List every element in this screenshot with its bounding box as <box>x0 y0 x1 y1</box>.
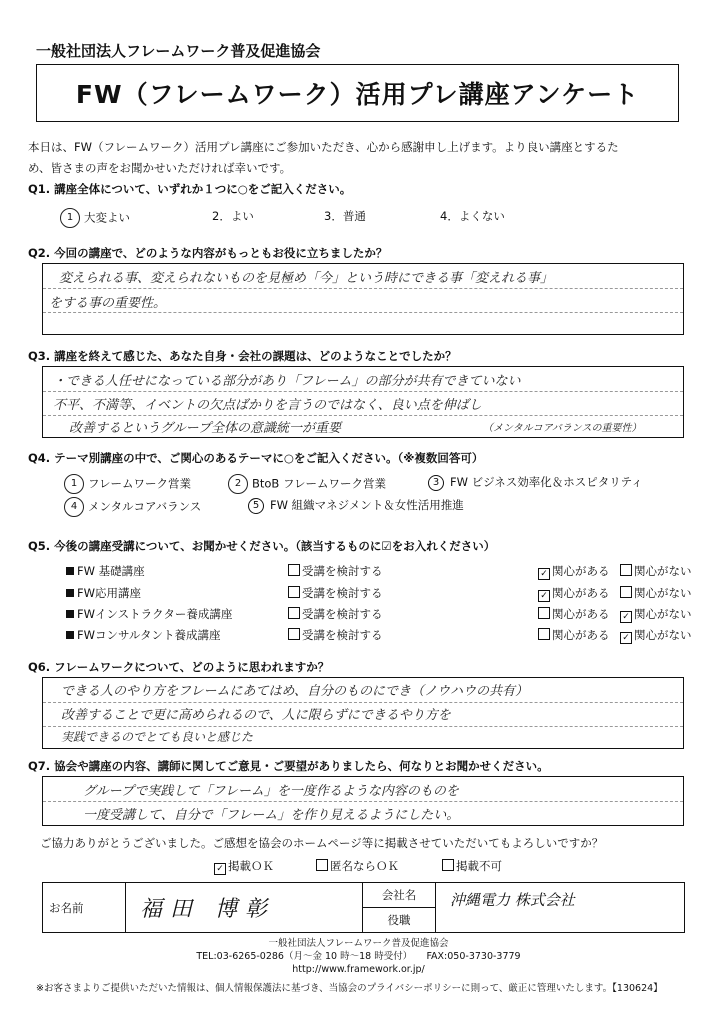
consider-checkbox[interactable] <box>288 627 383 643</box>
selected-circle-mark: 1 <box>64 474 84 494</box>
course-name: FWコンサルタント養成講座 <box>77 628 221 642</box>
q3-answer-line-1: ・できる人任せになっている部分があり「フレーム」の部分が共有できていない <box>53 374 521 389</box>
q4-option-5-text: FW 組織マネジメント＆女性活用推進 <box>270 498 464 512</box>
q6-label: Q6. フレームワークについて、どのように思われますか？ <box>28 660 330 674</box>
q2-label: Q2. 今回の講座で、どのような内容がもっともお役に立ちましたか？ <box>28 246 388 260</box>
intro-line-2: め、皆さまの声をお聞かせいただければ幸いです。 <box>28 161 292 175</box>
q2-answer-line-1: 変えられる事、変えられないものを見極め「今」という時にできる事「変えれる事」 <box>59 271 554 286</box>
respondent-info-table <box>42 882 685 933</box>
q7-answer-box[interactable] <box>42 776 684 826</box>
footer-contact: TEL:03-6265-0286（月～金 10 時～18 時受付） FAX:050-3730-3779 <box>196 951 521 962</box>
checkbox-label: 受講を検討する <box>302 607 383 621</box>
q4-option-3-text: FW ビジネス効率化＆ホスピタリティ <box>450 475 643 489</box>
consider-checkbox[interactable] <box>288 585 383 601</box>
q6-answer-line-2: 改善することで更に高められるので、人に限らずにできるやり方を <box>61 708 451 723</box>
q6-answer-line-3: 実践できるのでとても良いと感じた <box>61 730 254 744</box>
q1-option-4-num: 4 <box>440 209 448 223</box>
bullet-square <box>66 567 74 575</box>
q5-row-advanced <box>66 585 696 603</box>
not-interested-checkbox[interactable] <box>620 563 692 579</box>
consent-ok-checkbox[interactable]: ✓ 掲載ＯＫ <box>214 858 274 875</box>
organization-name: 一般社団法人フレームワーク普及促進協会 <box>36 42 321 60</box>
name-value[interactable]: 福田 博彰 <box>126 883 363 933</box>
q7-label: Q7. 協会や講座の内容、講師に関してご意見・ご要望がありましたら、何なりとお聞かせください。 <box>28 759 549 773</box>
q1-option-3[interactable] <box>324 208 366 224</box>
selected-circle-mark: 1 <box>60 208 80 228</box>
checkbox-label: 受講を検討する <box>302 586 383 600</box>
q1-option-3-num: 3 <box>324 209 332 223</box>
q4-option-1[interactable] <box>66 474 191 494</box>
name-label: お名前 <box>43 883 126 933</box>
q1-option-2-num: 2 <box>212 209 220 223</box>
q7-answer-line-2: 一度受講して、自分で「フレーム」を作り見えるようにしたい。 <box>83 808 460 823</box>
footer-url[interactable]: http://www.framework.or.jp/ <box>292 964 425 975</box>
q5-row-consultant <box>66 627 696 645</box>
footer-org: 一般社団法人フレームワーク普及促進協会 <box>268 938 449 949</box>
q4-label: Q4. テーマ別講座の中で、ご関心のあるテーマに○をご記入ください。（※複数回答可） <box>28 451 484 465</box>
q3-answer-line-3: 改善するというグループ全体の意識統一が重要 <box>69 421 341 436</box>
q1-option-2[interactable] <box>212 208 254 224</box>
privacy-note: ※お客さまよりご提供いただいた情報は、個人情報保護法に基づき、当協会のプライバシーポリシーに則って、厳正に管理いたします。【130624】 <box>36 983 663 994</box>
q5-row-basic <box>66 563 696 581</box>
q4-option-3[interactable] <box>428 474 643 491</box>
checkbox-label: 関心がある <box>552 564 610 578</box>
q1-option-2-text: ．よい <box>219 209 254 223</box>
consent-label: 掲載ＯＫ <box>228 859 274 873</box>
q5-row-instructor <box>66 606 696 624</box>
q2-answer-box[interactable] <box>42 263 684 335</box>
not-interested-checkbox[interactable]: ✓ 関心がない <box>620 627 692 644</box>
option-number-circle: 3 <box>428 475 444 491</box>
checkbox-label: 関心がない <box>634 628 692 642</box>
q2-answer-line-2: をする事の重要性。 <box>49 296 167 311</box>
role-label: 役職 <box>363 908 436 933</box>
not-interested-checkbox[interactable]: ✓ 関心がない <box>620 606 692 623</box>
q1-label: Q1. 講座全体について、いずれか１つに○をご記入ください。 <box>28 182 352 196</box>
company-value[interactable]: 沖縄電力 株式会社 <box>436 883 685 933</box>
not-interested-checkbox[interactable] <box>620 585 692 601</box>
q3-answer-line-2: 不平、不満等、イベントの欠点ばかりを言うのではなく、良い点を伸ばし <box>53 398 482 413</box>
checkbox-label: 関心がある <box>552 628 610 642</box>
bullet-square <box>66 589 74 597</box>
course-name: FW 基礎講座 <box>77 564 145 578</box>
checkbox-label: 関心がない <box>634 607 692 621</box>
option-number-circle: 5 <box>248 498 264 514</box>
bullet-square <box>66 610 74 618</box>
checkbox-label: 受講を検討する <box>302 564 383 578</box>
interested-checkbox[interactable] <box>538 606 610 622</box>
q3-label: Q3. 講座を終えて感じた、あなた自身・会社の課題は、どのようなことでしたか？ <box>28 349 457 363</box>
q5-label: Q5. 今後の講座受講について、お聞かせください。（該当するものに☑をお入れください） <box>28 539 496 553</box>
consent-decline-checkbox[interactable] <box>442 858 502 874</box>
course-name: FW応用講座 <box>77 586 141 600</box>
checkbox-label: 関心がない <box>634 564 692 578</box>
q7-answer-line-1: グループで実践して「フレーム」を一度作るような内容のものを <box>83 784 459 799</box>
bullet-square <box>66 631 74 639</box>
checkbox-label: 受講を検討する <box>302 628 383 642</box>
selected-circle-mark: 4 <box>64 497 84 517</box>
q1-option-1-text: 大変よい <box>84 210 130 225</box>
q6-answer-line-1: できる人のやり方をフレームにあてはめ、自分のものにでき（ノウハウの共有） <box>61 684 528 699</box>
consider-checkbox[interactable] <box>288 563 383 579</box>
q3-answer-note: （メンタルコアバランスの重要性） <box>483 423 642 434</box>
course-name: FWインストラクター養成講座 <box>77 607 233 621</box>
q3-answer-box[interactable] <box>42 366 684 438</box>
consent-anonymous-checkbox[interactable] <box>316 858 399 874</box>
company-label: 会社名 <box>363 883 436 908</box>
selected-circle-mark: 2 <box>228 474 248 494</box>
consider-checkbox[interactable] <box>288 606 383 622</box>
page-title: FW（フレームワーク）活用プレ講座アンケート <box>36 64 679 122</box>
checkbox-label: 関心がある <box>552 586 610 600</box>
q4-option-1-text: フレームワーク営業 <box>88 476 192 491</box>
interested-checkbox[interactable]: ✓ 関心がある <box>538 585 610 602</box>
interested-checkbox[interactable] <box>538 627 610 643</box>
q1-option-1[interactable] <box>62 208 130 228</box>
q4-option-2[interactable] <box>230 474 386 494</box>
intro-text <box>28 137 696 179</box>
consent-label: 匿名ならＯＫ <box>330 859 399 873</box>
intro-line-1: 本日は、FW（フレームワーク）活用プレ講座にご参加いただき、心から感謝申し上げます。より良い講座とするた <box>28 140 619 154</box>
q4-option-4[interactable] <box>66 497 201 517</box>
checkbox-label: 関心がない <box>634 586 692 600</box>
q4-option-5[interactable] <box>248 497 464 514</box>
checkbox-label: 関心がある <box>552 607 610 621</box>
consent-label: 掲載不可 <box>456 859 502 873</box>
q4-option-2-text: BtoB フレームワーク営業 <box>252 476 387 491</box>
q1-option-4[interactable] <box>440 208 505 224</box>
consent-question: ご協力ありがとうございました。ご感想を協会のホームページ等に掲載させていただいてもよろしいですか？ <box>40 836 604 850</box>
q1-option-4-text: ．よくない <box>447 209 505 223</box>
interested-checkbox[interactable]: ✓ 関心がある <box>538 563 610 580</box>
q4-option-4-text: メンタルコアバランス <box>88 499 202 514</box>
q6-answer-box[interactable] <box>42 677 684 749</box>
q1-option-3-text: ．普通 <box>331 209 366 223</box>
